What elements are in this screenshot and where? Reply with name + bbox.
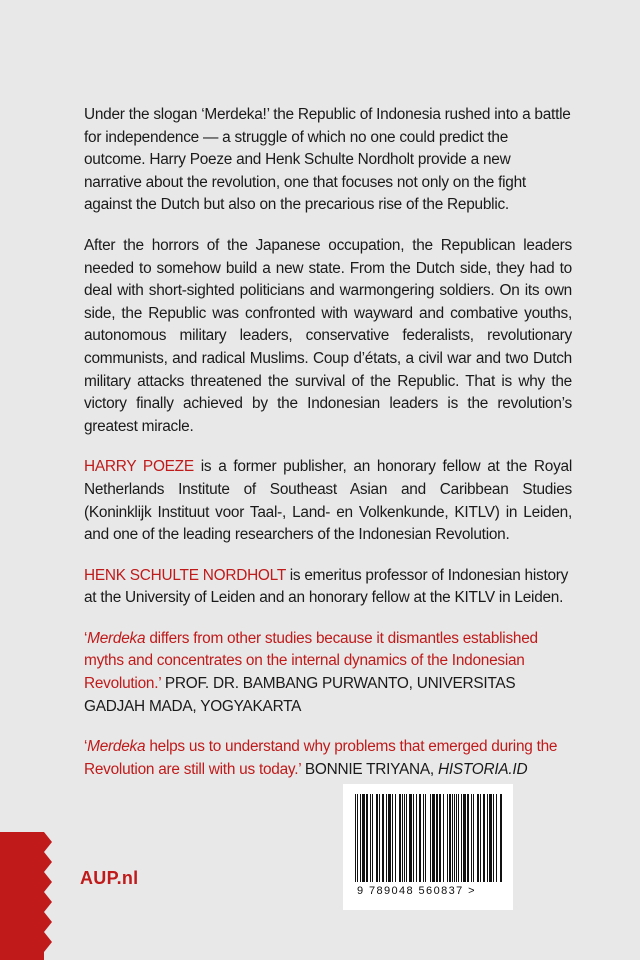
- back-cover-text: [84, 104, 572, 799]
- barcode-bar: [386, 794, 387, 882]
- barcode-bar: [480, 794, 481, 882]
- barcode-bar: [404, 794, 405, 882]
- barcode-bar: [471, 794, 472, 882]
- barcode-bar: [493, 794, 494, 882]
- barcode-bar: [382, 794, 384, 882]
- barcode-bar: [425, 794, 426, 882]
- barcode-bar: [366, 794, 368, 882]
- barcode-bar: [360, 794, 361, 882]
- publisher-corner-mark: [0, 832, 62, 960]
- barcode-bar: [439, 794, 441, 882]
- quote-text: differs from other studies because it dismantles established myths and concentrates on the internal dynamics of the Indonesian Revolution.’: [84, 629, 538, 693]
- quote-source-publication: HISTORIA.ID: [438, 760, 528, 778]
- barcode-bar: [409, 794, 412, 882]
- barcode-bar: [395, 794, 396, 882]
- barcode-bar: [423, 794, 424, 882]
- barcode-bar: [430, 794, 431, 882]
- author-bio-nordholt: [84, 565, 572, 610]
- author-bio-text: is emeritus professor of Indonesian history at the University of Leiden and an honorary fellow at the KITLV in Leiden.: [84, 566, 569, 607]
- barcode-bar: [449, 794, 451, 882]
- quote-book-title: Merdeka: [87, 738, 146, 756]
- barcode-bar: [467, 794, 469, 882]
- barcode-bar: [392, 794, 393, 882]
- barcode-bar: [487, 794, 488, 882]
- barcode-bar: [416, 794, 417, 882]
- author-name: HARRY POEZE: [84, 458, 194, 476]
- barcode-bar: [432, 794, 435, 882]
- author-bio-text: is a former publisher, an honorary fellow at the Royal Netherlands Institute of Southeast Asian and Caribbean Studies (Koninklijk Instituut voor Taal-, Land- en Volkenkunde, KITLV) in Leiden, and one of the leading researchers of the Indonesian Revolution.: [84, 458, 573, 544]
- barcode-bar: [489, 794, 492, 882]
- quote-open-mark: ‘: [84, 738, 88, 756]
- barcode-bar: [357, 794, 358, 882]
- barcode-bar: [402, 794, 403, 882]
- review-quote-2: [84, 736, 572, 781]
- barcode-bar: [483, 794, 485, 882]
- barcode-bar: [443, 794, 444, 882]
- barcode-bar: [413, 794, 414, 882]
- barcode-bar: [419, 794, 421, 882]
- barcode-bar: [376, 794, 378, 882]
- quote-text: helps us to understand why problems that emerged during the Revolution are still with us today.’: [84, 738, 558, 778]
- barcode-bar: [372, 794, 373, 882]
- barcode-bar: [500, 794, 502, 882]
- review-quote-1: [84, 628, 572, 718]
- quote-book-title: Merdeka: [87, 629, 146, 647]
- barcode-bar: [355, 794, 356, 882]
- publisher-website[interactable]: AUP.nl: [80, 868, 139, 888]
- barcode-bar: [399, 794, 401, 882]
- barcode-bar: [379, 794, 380, 882]
- author-name: HENK SCHULTE NORDHOLT: [84, 566, 286, 584]
- barcode-bar: [362, 794, 365, 882]
- barcode-bar: [456, 794, 457, 882]
- isbn-barcode: [343, 784, 513, 910]
- quote-source: PROF. DR. BAMBANG PURWANTO, UNIVERSITAS GADJAH MADA, YOGYAKARTA: [84, 675, 516, 715]
- barcode-bar: [458, 794, 459, 882]
- isbn-digits: 9 789048 560837 >: [357, 885, 476, 897]
- barcode-bar: [406, 794, 407, 882]
- quote-open-mark: ‘: [84, 629, 88, 647]
- blurb-paragraph-2: After the horrors of the Japanese occupation, the Republican leaders needed to somehow build a new state. From the Dutch side, they had to deal with short-sighted politicians and warmongering soldiers. On its own side, the Republic was confronted with wayward and combative youths, autonomous military leaders, conservative federalists, revolutionary communists, and radical Muslims. Coup d’états, a civil war and two Dutch military attacks threatened the survival of the Republic. That is why the victory finally achieved by the Indonesian leaders is the revolution’s greatest miracle.: [84, 236, 572, 435]
- barcode-bar: [461, 794, 462, 882]
- barcode-bar: [447, 794, 448, 882]
- author-bio-poeze: [84, 456, 572, 546]
- barcode-bar: [436, 794, 438, 882]
- barcode-bar: [452, 794, 453, 882]
- barcode-bar: [370, 794, 371, 882]
- blurb-paragraph-1: Under the slogan ‘Merdeka!’ the Republic of Indonesia rushed into a battle for independence — a struggle of which no one could predict the outcome. Harry Poeze and Henk Schulte Nordholt provide a new narrative about the revolution, one that focuses not only on the fight against the Dutch but also on the precarious rise of the Republic.: [84, 106, 571, 214]
- barcode-bar: [388, 794, 391, 882]
- barcode-bar: [473, 794, 474, 882]
- quote-source-name: BONNIE TRIYANA,: [300, 760, 438, 778]
- barcode-bar: [463, 794, 466, 882]
- barcode-bar: [477, 794, 479, 882]
- barcode-bar: [496, 794, 497, 882]
- barcode-bar: [454, 794, 455, 882]
